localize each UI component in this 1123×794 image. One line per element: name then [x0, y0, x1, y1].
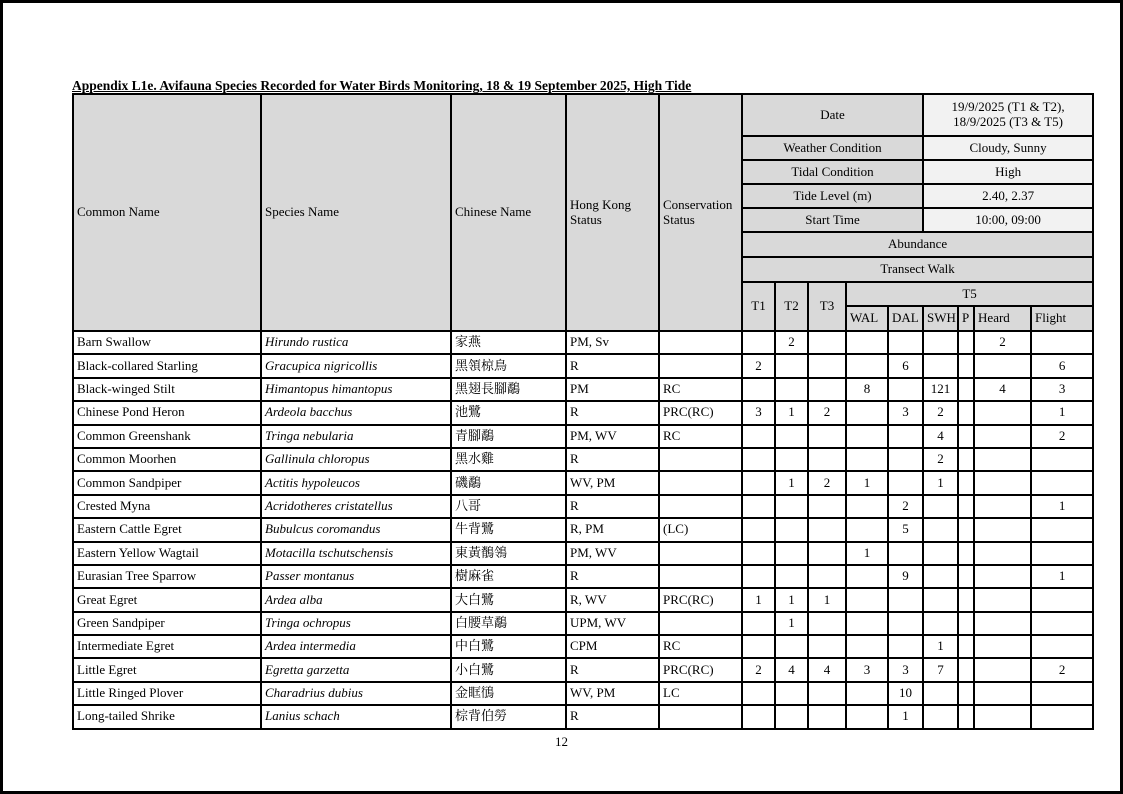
cell-t2: 2: [775, 331, 808, 354]
cell-flight: [1031, 682, 1093, 705]
header-tide-level-value: 2.40, 2.37: [923, 184, 1093, 208]
cell-common: Common Moorhen: [73, 448, 261, 471]
cell-swh: [923, 705, 958, 728]
cell-species: Acridotheres cristatellus: [261, 495, 451, 518]
header-common-name: Common Name: [73, 94, 261, 331]
cell-wal: [846, 331, 888, 354]
cell-heard: 2: [974, 331, 1031, 354]
cell-dal: [888, 542, 923, 565]
cell-flight: 1: [1031, 495, 1093, 518]
cell-swh: 1: [923, 635, 958, 658]
header-swh: SWH: [923, 306, 958, 331]
cell-hk: R: [566, 658, 659, 681]
cell-hk: PM, Sv: [566, 331, 659, 354]
table-row: [73, 448, 1093, 471]
cell-common: Little Egret: [73, 658, 261, 681]
cell-species: Ardea alba: [261, 588, 451, 611]
cell-species: Charadrius dubius: [261, 682, 451, 705]
cell-swh: 121: [923, 378, 958, 401]
cell-flight: [1031, 612, 1093, 635]
cell-cons: [659, 612, 742, 635]
cell-t2: [775, 425, 808, 448]
cell-t3: 2: [808, 401, 846, 424]
header-heard: Heard: [974, 306, 1031, 331]
cell-wal: [846, 518, 888, 541]
cell-species: Actitis hypoleucos: [261, 471, 451, 494]
cell-t2: [775, 378, 808, 401]
cell-common: Black-collared Starling: [73, 354, 261, 377]
table-row: [73, 658, 1093, 681]
header-p: P: [958, 306, 974, 331]
cell-cons: [659, 705, 742, 728]
cell-t1: 1: [742, 588, 775, 611]
cell-swh: [923, 542, 958, 565]
cell-flight: 3: [1031, 378, 1093, 401]
table-row: [73, 612, 1093, 635]
cell-species: Himantopus himantopus: [261, 378, 451, 401]
cell-dal: 2: [888, 495, 923, 518]
cell-heard: [974, 448, 1031, 471]
header-chinese-name: Chinese Name: [451, 94, 566, 331]
cell-common: Intermediate Egret: [73, 635, 261, 658]
cell-common: Little Ringed Plover: [73, 682, 261, 705]
cell-flight: 2: [1031, 425, 1093, 448]
cell-t3: [808, 425, 846, 448]
cell-chinese: 磯鷸: [451, 471, 566, 494]
cell-chinese: 小白鷺: [451, 658, 566, 681]
cell-swh: 4: [923, 425, 958, 448]
cell-swh: [923, 565, 958, 588]
cell-common: Great Egret: [73, 588, 261, 611]
header-flight: Flight: [1031, 306, 1093, 331]
cell-p: [958, 401, 974, 424]
cell-cons: [659, 471, 742, 494]
cell-heard: [974, 658, 1031, 681]
cell-t3: [808, 448, 846, 471]
cell-species: Tringa ochropus: [261, 612, 451, 635]
cell-chinese: 棕背伯勞: [451, 705, 566, 728]
cell-t1: [742, 378, 775, 401]
cell-cons: RC: [659, 635, 742, 658]
cell-dal: [888, 471, 923, 494]
header-date-value: 19/9/2025 (T1 & T2), 18/9/2025 (T3 & T5): [923, 94, 1093, 136]
cell-chinese: 中白鷺: [451, 635, 566, 658]
cell-wal: [846, 612, 888, 635]
cell-cons: RC: [659, 425, 742, 448]
cell-heard: [974, 705, 1031, 728]
cell-swh: [923, 612, 958, 635]
cell-hk: R: [566, 705, 659, 728]
cell-hk: R: [566, 448, 659, 471]
cell-species: Gallinula chloropus: [261, 448, 451, 471]
cell-flight: 2: [1031, 658, 1093, 681]
cell-heard: [974, 518, 1031, 541]
header-species-name: Species Name: [261, 94, 451, 331]
cell-t1: [742, 448, 775, 471]
cell-species: Motacilla tschutschensis: [261, 542, 451, 565]
cell-p: [958, 331, 974, 354]
cell-t2: 1: [775, 471, 808, 494]
page-number: 12: [555, 734, 568, 749]
table-row: [73, 682, 1093, 705]
cell-chinese: 青腳鷸: [451, 425, 566, 448]
cell-t1: [742, 612, 775, 635]
cell-wal: 3: [846, 658, 888, 681]
cell-t2: 1: [775, 401, 808, 424]
cell-hk: R: [566, 401, 659, 424]
header-hong-kong-status: Hong Kong Status: [566, 94, 659, 331]
cell-p: [958, 612, 974, 635]
header-t3: T3: [808, 282, 846, 331]
cell-dal: 6: [888, 354, 923, 377]
cell-common: Long-tailed Shrike: [73, 705, 261, 728]
cell-chinese: 黑水雞: [451, 448, 566, 471]
cell-chinese: 金眶鴴: [451, 682, 566, 705]
cell-t3: [808, 495, 846, 518]
cell-swh: [923, 682, 958, 705]
cell-p: [958, 565, 974, 588]
cell-common: Common Sandpiper: [73, 471, 261, 494]
page-title: Appendix L1e. Avifauna Species Recorded for Water Birds Monitoring, 18 & 19 September 2025, High Tide: [72, 78, 692, 93]
cell-swh: 2: [923, 401, 958, 424]
cell-dal: 3: [888, 658, 923, 681]
cell-t2: [775, 518, 808, 541]
cell-cons: [659, 495, 742, 518]
cell-p: [958, 682, 974, 705]
cell-common: Common Greenshank: [73, 425, 261, 448]
cell-swh: [923, 518, 958, 541]
cell-t3: [808, 635, 846, 658]
cell-t2: [775, 565, 808, 588]
cell-flight: [1031, 635, 1093, 658]
cell-t3: 4: [808, 658, 846, 681]
table-row: [73, 635, 1093, 658]
cell-common: Green Sandpiper: [73, 612, 261, 635]
cell-heard: [974, 354, 1031, 377]
cell-chinese: 白腰草鷸: [451, 612, 566, 635]
cell-swh: [923, 588, 958, 611]
cell-dal: [888, 588, 923, 611]
header-dal: DAL: [888, 306, 923, 331]
cell-t1: [742, 705, 775, 728]
cell-t1: [742, 471, 775, 494]
cell-common: Eastern Yellow Wagtail: [73, 542, 261, 565]
cell-t2: 4: [775, 658, 808, 681]
header-tidal-value: High: [923, 160, 1093, 184]
header-start-time-value: 10:00, 09:00: [923, 208, 1093, 232]
cell-species: Ardeola bacchus: [261, 401, 451, 424]
cell-t2: [775, 448, 808, 471]
cell-hk: R: [566, 354, 659, 377]
cell-flight: [1031, 331, 1093, 354]
header-weather-label: Weather Condition: [742, 136, 923, 160]
cell-t3: [808, 682, 846, 705]
cell-p: [958, 518, 974, 541]
cell-flight: 1: [1031, 401, 1093, 424]
cell-chinese: 樹麻雀: [451, 565, 566, 588]
cell-dal: 1: [888, 705, 923, 728]
cell-wal: [846, 354, 888, 377]
cell-dal: [888, 612, 923, 635]
cell-heard: [974, 588, 1031, 611]
cell-wal: 1: [846, 542, 888, 565]
cell-flight: [1031, 588, 1093, 611]
cell-flight: 6: [1031, 354, 1093, 377]
cell-t1: [742, 635, 775, 658]
cell-p: [958, 542, 974, 565]
cell-swh: 7: [923, 658, 958, 681]
cell-chinese: 八哥: [451, 495, 566, 518]
cell-cons: PRC(RC): [659, 658, 742, 681]
cell-cons: [659, 448, 742, 471]
cell-cons: LC: [659, 682, 742, 705]
cell-wal: 1: [846, 471, 888, 494]
cell-t3: [808, 565, 846, 588]
cell-t2: [775, 705, 808, 728]
cell-chinese: 池鷺: [451, 401, 566, 424]
cell-swh: [923, 354, 958, 377]
cell-wal: [846, 448, 888, 471]
cell-t3: [808, 542, 846, 565]
table-row: [73, 542, 1093, 565]
cell-t3: 1: [808, 588, 846, 611]
header-t5: T5: [846, 282, 1093, 306]
cell-common: Black-winged Stilt: [73, 378, 261, 401]
cell-p: [958, 354, 974, 377]
cell-flight: [1031, 705, 1093, 728]
cell-species: Passer montanus: [261, 565, 451, 588]
cell-t2: [775, 635, 808, 658]
cell-cons: (LC): [659, 518, 742, 541]
cell-t1: 2: [742, 354, 775, 377]
cell-t2: [775, 682, 808, 705]
cell-chinese: 東黃鶺鴒: [451, 542, 566, 565]
cell-dal: [888, 378, 923, 401]
cell-wal: 8: [846, 378, 888, 401]
cell-wal: [846, 425, 888, 448]
cell-heard: [974, 425, 1031, 448]
table-row: [73, 588, 1093, 611]
cell-dal: [888, 448, 923, 471]
cell-heard: 4: [974, 378, 1031, 401]
table-row: [73, 354, 1093, 377]
cell-wal: [846, 588, 888, 611]
cell-wal: [846, 635, 888, 658]
cell-t1: [742, 518, 775, 541]
header-abundance: Abundance: [742, 232, 1093, 257]
cell-common: Eastern Cattle Egret: [73, 518, 261, 541]
cell-cons: PRC(RC): [659, 588, 742, 611]
header-wal: WAL: [846, 306, 888, 331]
cell-heard: [974, 682, 1031, 705]
cell-dal: [888, 425, 923, 448]
cell-species: Hirundo rustica: [261, 331, 451, 354]
cell-chinese: 黑翅長腳鷸: [451, 378, 566, 401]
table-row: [73, 378, 1093, 401]
cell-common: Chinese Pond Heron: [73, 401, 261, 424]
cell-p: [958, 705, 974, 728]
cell-t2: 1: [775, 612, 808, 635]
cell-chinese: 大白鷺: [451, 588, 566, 611]
cell-heard: [974, 565, 1031, 588]
cell-chinese: 牛背鷺: [451, 518, 566, 541]
cell-swh: [923, 331, 958, 354]
cell-common: Crested Myna: [73, 495, 261, 518]
table-row: [73, 705, 1093, 728]
cell-flight: [1031, 471, 1093, 494]
cell-heard: [974, 471, 1031, 494]
cell-hk: WV, PM: [566, 471, 659, 494]
cell-dal: 10: [888, 682, 923, 705]
cell-t3: [808, 354, 846, 377]
table-row: [73, 565, 1093, 588]
cell-p: [958, 378, 974, 401]
table-row: [73, 495, 1093, 518]
avifauna-table: [72, 93, 1094, 730]
cell-dal: 5: [888, 518, 923, 541]
cell-hk: WV, PM: [566, 682, 659, 705]
cell-dal: 3: [888, 401, 923, 424]
cell-wal: [846, 565, 888, 588]
cell-t1: 3: [742, 401, 775, 424]
cell-flight: [1031, 448, 1093, 471]
cell-p: [958, 425, 974, 448]
cell-t3: [808, 612, 846, 635]
cell-t1: [742, 425, 775, 448]
cell-cons: [659, 542, 742, 565]
cell-t2: 1: [775, 588, 808, 611]
cell-t1: 2: [742, 658, 775, 681]
header-transect-walk: Transect Walk: [742, 257, 1093, 282]
cell-heard: [974, 495, 1031, 518]
cell-swh: 2: [923, 448, 958, 471]
header-tidal-label: Tidal Condition: [742, 160, 923, 184]
cell-species: Ardea intermedia: [261, 635, 451, 658]
header-weather-value: Cloudy, Sunny: [923, 136, 1093, 160]
table-row: [73, 518, 1093, 541]
cell-swh: [923, 495, 958, 518]
cell-heard: [974, 612, 1031, 635]
cell-p: [958, 495, 974, 518]
header-conservation-status: Conservation Status: [659, 94, 742, 331]
cell-species: Lanius schach: [261, 705, 451, 728]
cell-cons: [659, 565, 742, 588]
cell-flight: 1: [1031, 565, 1093, 588]
cell-chinese: 黑領椋鳥: [451, 354, 566, 377]
cell-species: Gracupica nigricollis: [261, 354, 451, 377]
header-t1: T1: [742, 282, 775, 331]
cell-heard: [974, 401, 1031, 424]
cell-wal: [846, 495, 888, 518]
cell-flight: [1031, 542, 1093, 565]
cell-cons: [659, 354, 742, 377]
table-row: [73, 401, 1093, 424]
cell-t3: [808, 705, 846, 728]
cell-t3: [808, 331, 846, 354]
cell-p: [958, 658, 974, 681]
cell-hk: PM: [566, 378, 659, 401]
cell-chinese: 家燕: [451, 331, 566, 354]
cell-hk: R, PM: [566, 518, 659, 541]
cell-t3: 2: [808, 471, 846, 494]
cell-p: [958, 588, 974, 611]
cell-t1: [742, 682, 775, 705]
cell-species: Tringa nebularia: [261, 425, 451, 448]
cell-t2: [775, 495, 808, 518]
table-row: [73, 425, 1093, 448]
cell-hk: PM, WV: [566, 425, 659, 448]
table-row: [73, 331, 1093, 354]
cell-cons: [659, 331, 742, 354]
cell-p: [958, 635, 974, 658]
cell-wal: [846, 705, 888, 728]
cell-dal: 9: [888, 565, 923, 588]
cell-wal: [846, 401, 888, 424]
header-tide-level-label: Tide Level (m): [742, 184, 923, 208]
cell-hk: CPM: [566, 635, 659, 658]
cell-hk: R: [566, 495, 659, 518]
cell-cons: PRC(RC): [659, 401, 742, 424]
cell-hk: R, WV: [566, 588, 659, 611]
cell-species: Egretta garzetta: [261, 658, 451, 681]
cell-p: [958, 448, 974, 471]
cell-t3: [808, 518, 846, 541]
cell-cons: RC: [659, 378, 742, 401]
cell-hk: R: [566, 565, 659, 588]
cell-dal: [888, 331, 923, 354]
cell-t1: [742, 331, 775, 354]
cell-t3: [808, 378, 846, 401]
cell-hk: UPM, WV: [566, 612, 659, 635]
cell-common: Barn Swallow: [73, 331, 261, 354]
header-t2: T2: [775, 282, 808, 331]
header-date-label: Date: [742, 94, 923, 136]
cell-t1: [742, 495, 775, 518]
cell-swh: 1: [923, 471, 958, 494]
cell-p: [958, 471, 974, 494]
cell-heard: [974, 635, 1031, 658]
cell-flight: [1031, 518, 1093, 541]
cell-t2: [775, 354, 808, 377]
cell-t2: [775, 542, 808, 565]
cell-common: Eurasian Tree Sparrow: [73, 565, 261, 588]
cell-dal: [888, 635, 923, 658]
cell-wal: [846, 682, 888, 705]
cell-species: Bubulcus coromandus: [261, 518, 451, 541]
header-start-time-label: Start Time: [742, 208, 923, 232]
cell-t1: [742, 542, 775, 565]
table-row: [73, 471, 1093, 494]
cell-t1: [742, 565, 775, 588]
cell-heard: [974, 542, 1031, 565]
cell-hk: PM, WV: [566, 542, 659, 565]
